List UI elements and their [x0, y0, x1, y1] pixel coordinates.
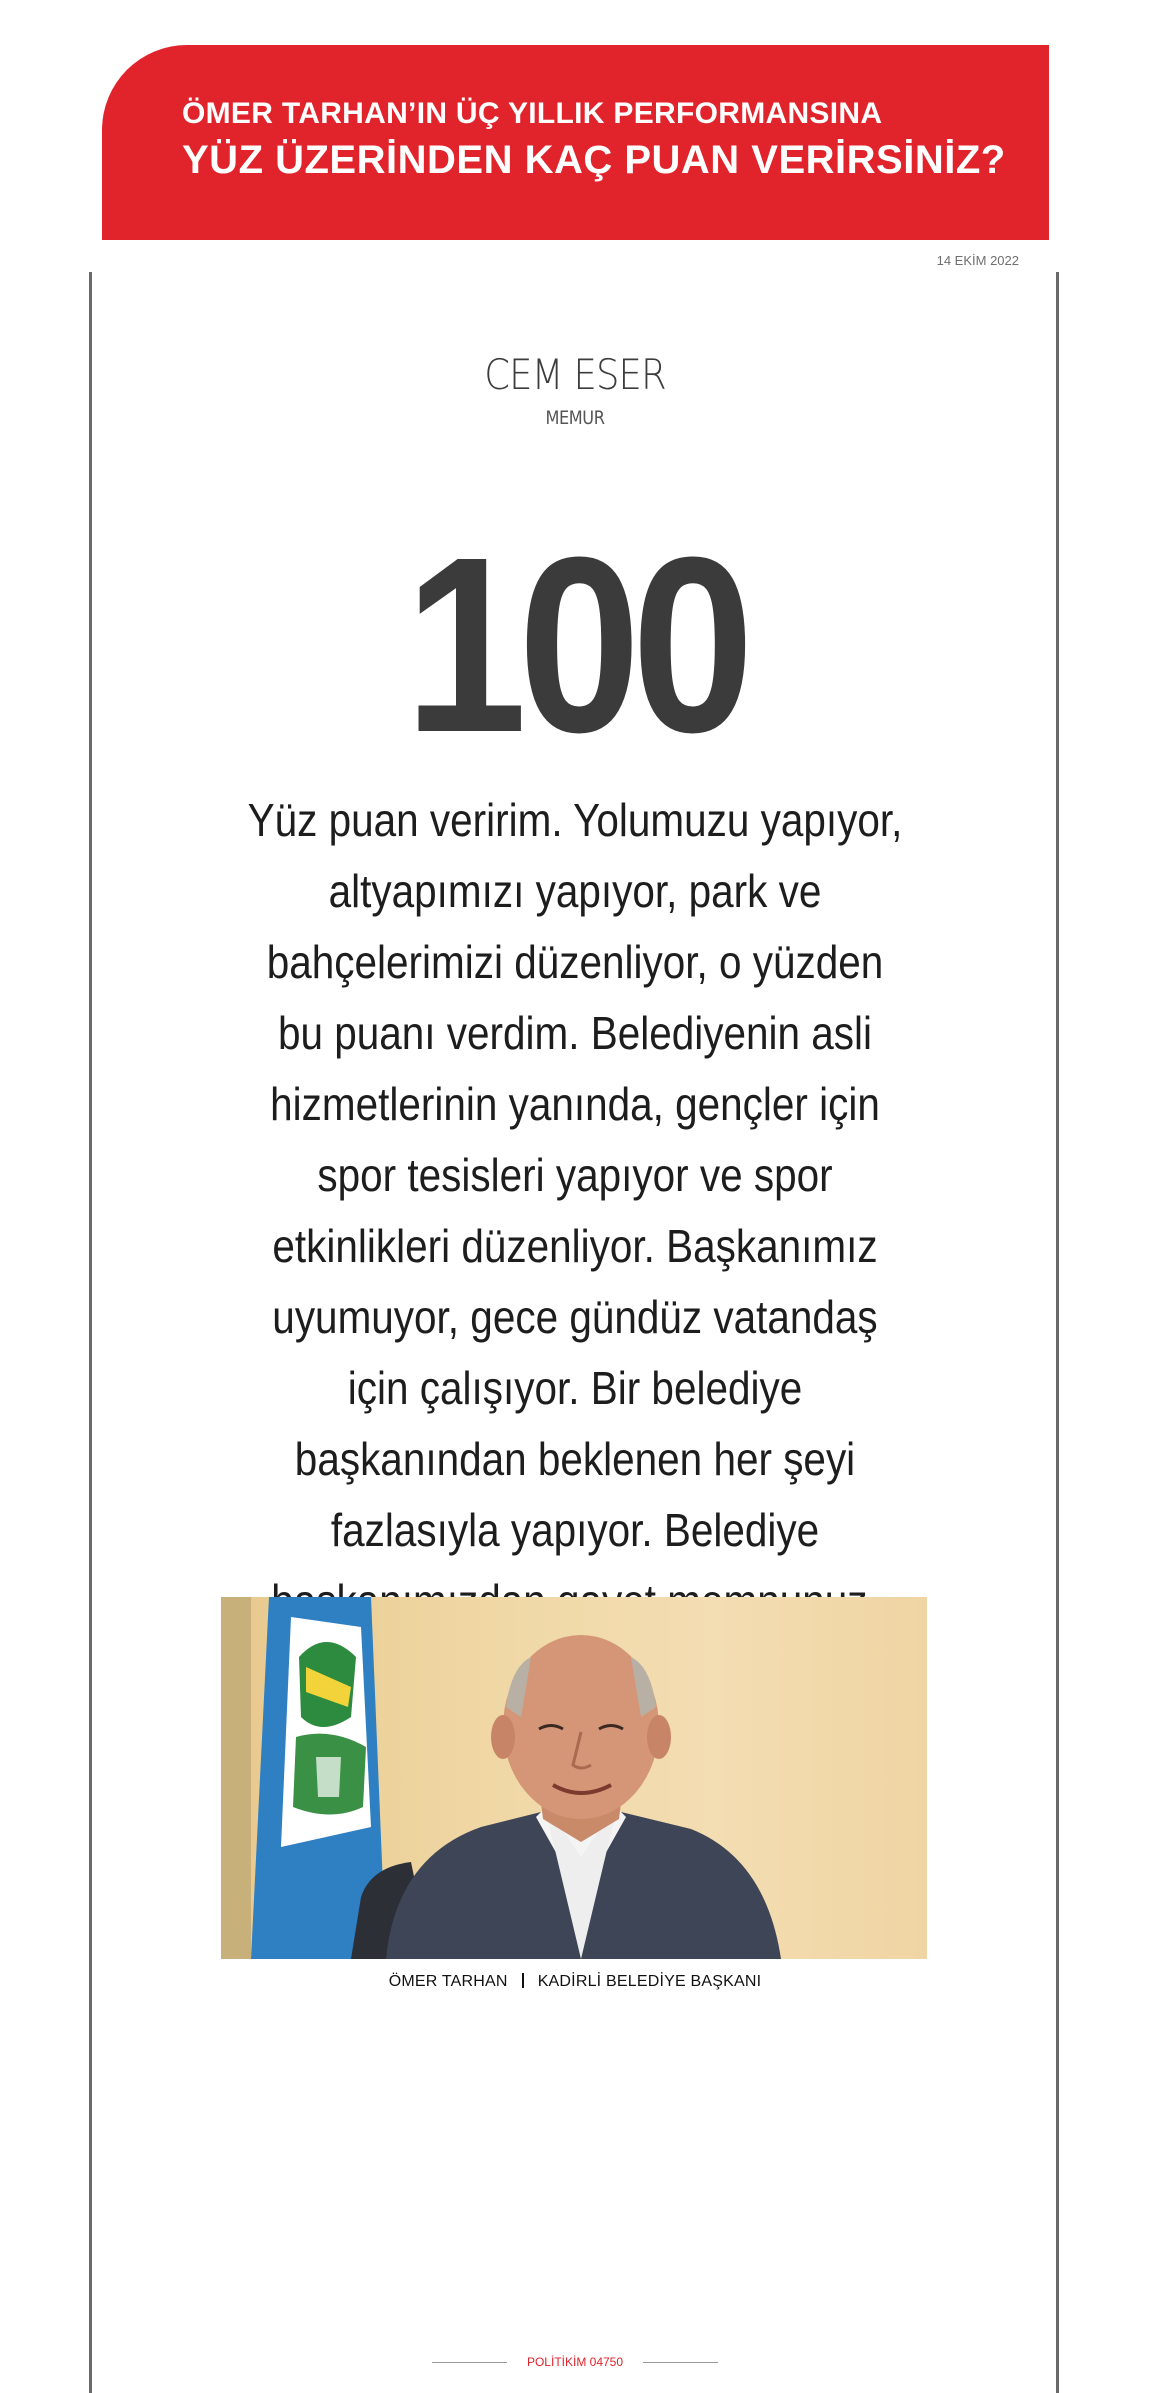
page-footer — [0, 2355, 1150, 2369]
footer-rule-right — [643, 2362, 718, 2363]
publish-date: 14 EKİM 2022 — [936, 253, 1019, 268]
respondent-comment: Yüz puan veririm. Yolumuzu yapıyor, altyapımızı yapıyor, park ve bahçelerimizi düzenliyor, o yüzden bu puanı verdim. Belediyenin asli hizmetlerinin yanında, gençler için spor tesisleri yapıyor ve spor etkinlikleri düzenliyor. Başkanımız uyumuyor, gece gündüz vatandaş için çalışıyor. Bir belediye başkanından beklenen her şeyi fazlasıyla yapıyor. Belediye — [247, 794, 903, 1556]
headline-line-1: ÖMER TARHAN’IN ÜÇ YILLIK PERFORMANSINA — [182, 97, 883, 130]
headline-banner — [102, 45, 1049, 240]
mayor-photo — [221, 1597, 927, 1959]
score-value: 100 — [404, 505, 746, 784]
respondent-name: CEM ESER — [484, 350, 666, 399]
caption-title: KADİRLİ BELEDİYE BAŞKANI — [537, 1973, 762, 1990]
footer-text: POLİTİKİM 04750 — [526, 2355, 624, 2369]
headline-line-2: YÜZ ÜZERİNDEN KAÇ PUAN VERİRSİNİZ? — [182, 138, 1006, 182]
respondent-occupation: MEMUR — [545, 407, 605, 429]
photo-caption — [0, 1973, 1150, 1991]
caption-name: ÖMER TARHAN — [388, 1973, 508, 1990]
footer-rule-left — [432, 2362, 507, 2363]
caption-separator — [522, 1973, 524, 1988]
